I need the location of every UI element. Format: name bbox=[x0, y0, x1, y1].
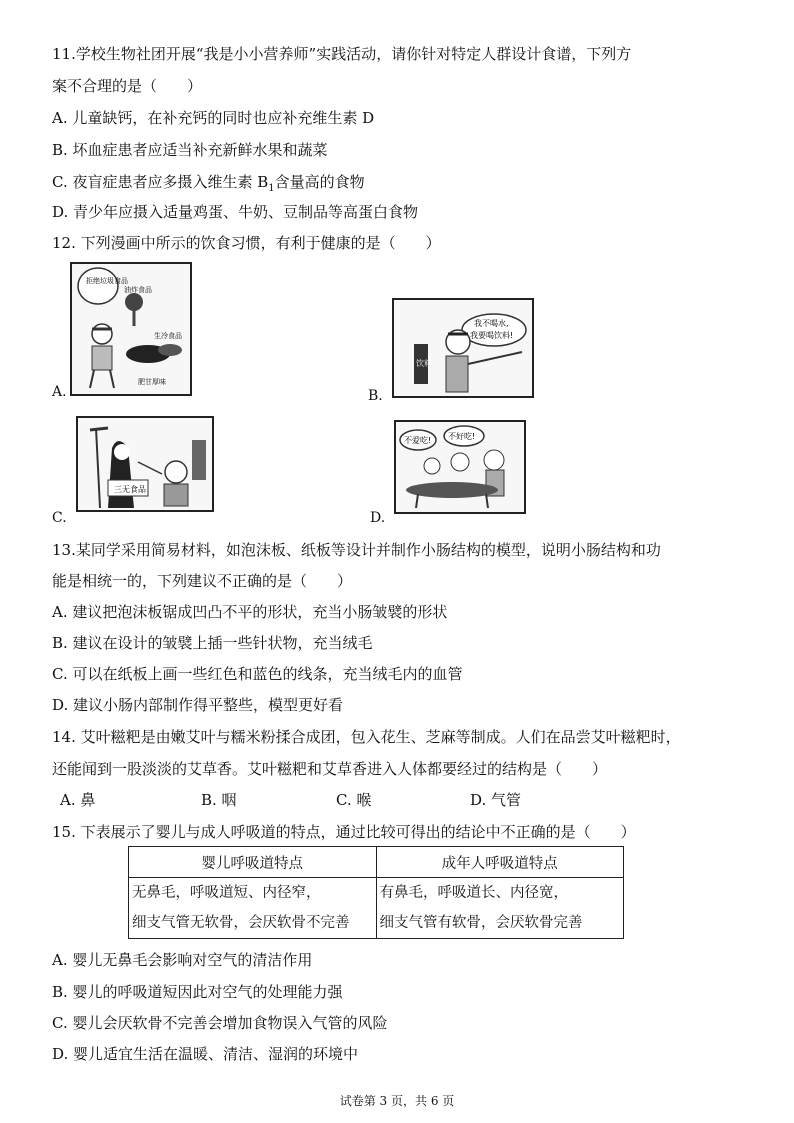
cartoon-a-image bbox=[70, 262, 192, 396]
cartoon-c-drawing bbox=[78, 418, 212, 510]
table-header-adult: 成年人呼吸道特点 bbox=[376, 847, 624, 878]
q14-option-c: C. 喉 bbox=[336, 791, 372, 809]
q13-option-d: D. 建议小肠内部制作得平整些，模型更好看 bbox=[52, 696, 344, 714]
q11-option-c bbox=[52, 172, 365, 199]
q14-stem-line1: 14. 艾叶糍粑是由嫩艾叶与糯米粉揉合成团，包入花生、芝麻等制成。人们在品尝艾叶糍粑时， bbox=[52, 728, 681, 746]
adult-line-1: 有鼻毛，呼吸道长、内径宽， bbox=[379, 885, 568, 901]
q15-option-a: A. 婴儿无鼻毛会影响对空气的清洁作用 bbox=[52, 951, 313, 969]
q11-option-c-tail: 含量高的食物 bbox=[274, 173, 365, 191]
table-cell-infant bbox=[129, 878, 377, 939]
cartoon-d-drawing bbox=[396, 422, 524, 512]
q12-label-a: A. bbox=[52, 384, 67, 400]
q13-stem-line2: 能是相统一的，下列建议不正确的是（ ） bbox=[52, 572, 353, 590]
table-row bbox=[129, 878, 624, 939]
q11-stem-line2: 案不合理的是（ ） bbox=[52, 77, 203, 95]
q11-option-d: D. 青少年应摄入适量鸡蛋、牛奶、豆制品等高蛋白食物 bbox=[52, 203, 419, 221]
cartoon-a-drawing bbox=[72, 264, 190, 394]
q14-stem-line2: 还能闻到一股淡淡的艾草香。艾叶糍粑和艾草香进入人体都要经过的结构是（ ） bbox=[52, 760, 608, 778]
pic-a-text-2: 油炸食品 bbox=[124, 286, 152, 294]
table-header-row bbox=[129, 847, 624, 878]
q12-label-d: D. bbox=[370, 510, 386, 526]
respiratory-comparison-table bbox=[128, 846, 624, 939]
pic-b-text-1: 我不喝水, bbox=[474, 319, 509, 328]
q11-option-c-sub: 1 bbox=[268, 183, 275, 194]
infant-line-2: 细支气管无软骨，会厌软骨不完善 bbox=[132, 915, 350, 931]
q11-stem-line1: 11.学校生物社团开展“我是小小营养师”实践活动，请你针对特定人群设计食谱，下列方 bbox=[52, 45, 632, 63]
q14-option-a: A. 鼻 bbox=[60, 791, 96, 809]
table-header-infant: 婴儿呼吸道特点 bbox=[129, 847, 377, 878]
adult-line-2: 细支气管有软骨，会厌软骨完善 bbox=[379, 915, 583, 931]
pic-d-text-2: 不好吃! bbox=[448, 432, 476, 441]
q11-option-a: A. 儿童缺钙，在补充钙的同时也应补充维生素 D bbox=[52, 109, 375, 127]
q15-option-b: B. 婴儿的呼吸道短因此对空气的处理能力强 bbox=[52, 983, 343, 1001]
pic-b-text-3: 饮料 bbox=[416, 359, 432, 368]
q13-stem-line1: 13.某同学采用简易材料，如泡沫板、纸板等设计并制作小肠结构的模型，说明小肠结构和功 bbox=[52, 541, 661, 559]
q12-label-b: B. bbox=[368, 388, 383, 404]
q12-stem: 12. 下列漫画中所示的饮食习惯，有利于健康的是（ ） bbox=[52, 234, 441, 252]
q15-option-d: D. 婴儿适宜生活在温暖、清洁、湿润的环境中 bbox=[52, 1045, 359, 1063]
q15-option-c: C. 婴儿会厌软骨不完善会增加食物误入气管的风险 bbox=[52, 1014, 388, 1032]
cartoon-c-image bbox=[76, 416, 214, 512]
q14-option-b: B. 咽 bbox=[201, 791, 237, 809]
pic-a-text-4: 肥甘厚味 bbox=[138, 378, 166, 386]
q15-stem: 15. 下表展示了婴儿与成人呼吸道的特点，通过比较可得出的结论中不正确的是（ ） bbox=[52, 823, 636, 841]
pic-a-text-3: 生冷食品 bbox=[154, 332, 182, 340]
q11-option-b: B. 坏血症患者应适当补充新鲜水果和蔬菜 bbox=[52, 141, 328, 159]
pic-b-text-2: 我要喝饮料! bbox=[470, 331, 514, 340]
infant-line-1: 无鼻毛，呼吸道短、内径窄， bbox=[132, 885, 321, 901]
q13-option-b: B. 建议在设计的皱襞上插一些针状物，充当绒毛 bbox=[52, 634, 373, 652]
q13-option-c: C. 可以在纸板上画一些红色和蓝色的线条，充当绒毛内的血管 bbox=[52, 665, 463, 683]
q14-option-d: D. 气管 bbox=[470, 791, 522, 809]
table-cell-adult bbox=[376, 878, 624, 939]
page-footer: 试卷第 3 页，共 6 页 bbox=[339, 1094, 455, 1108]
pic-c-text-1: 三无食品 bbox=[114, 485, 146, 494]
q11-option-c-main: C. 夜盲症患者应多摄入维生素 B bbox=[52, 173, 269, 191]
q12-label-c: C. bbox=[52, 510, 67, 526]
cartoon-b-image bbox=[392, 298, 534, 398]
cartoon-b-drawing bbox=[394, 300, 532, 396]
pic-a-text-1: 拒绝垃圾食品 bbox=[86, 277, 128, 285]
cartoon-d-image bbox=[394, 420, 526, 514]
q13-option-a: A. 建议把泡沫板锯成凹凸不平的形状，充当小肠皱襞的形状 bbox=[52, 603, 448, 621]
pic-d-text-1: 不爱吃! bbox=[404, 436, 432, 445]
